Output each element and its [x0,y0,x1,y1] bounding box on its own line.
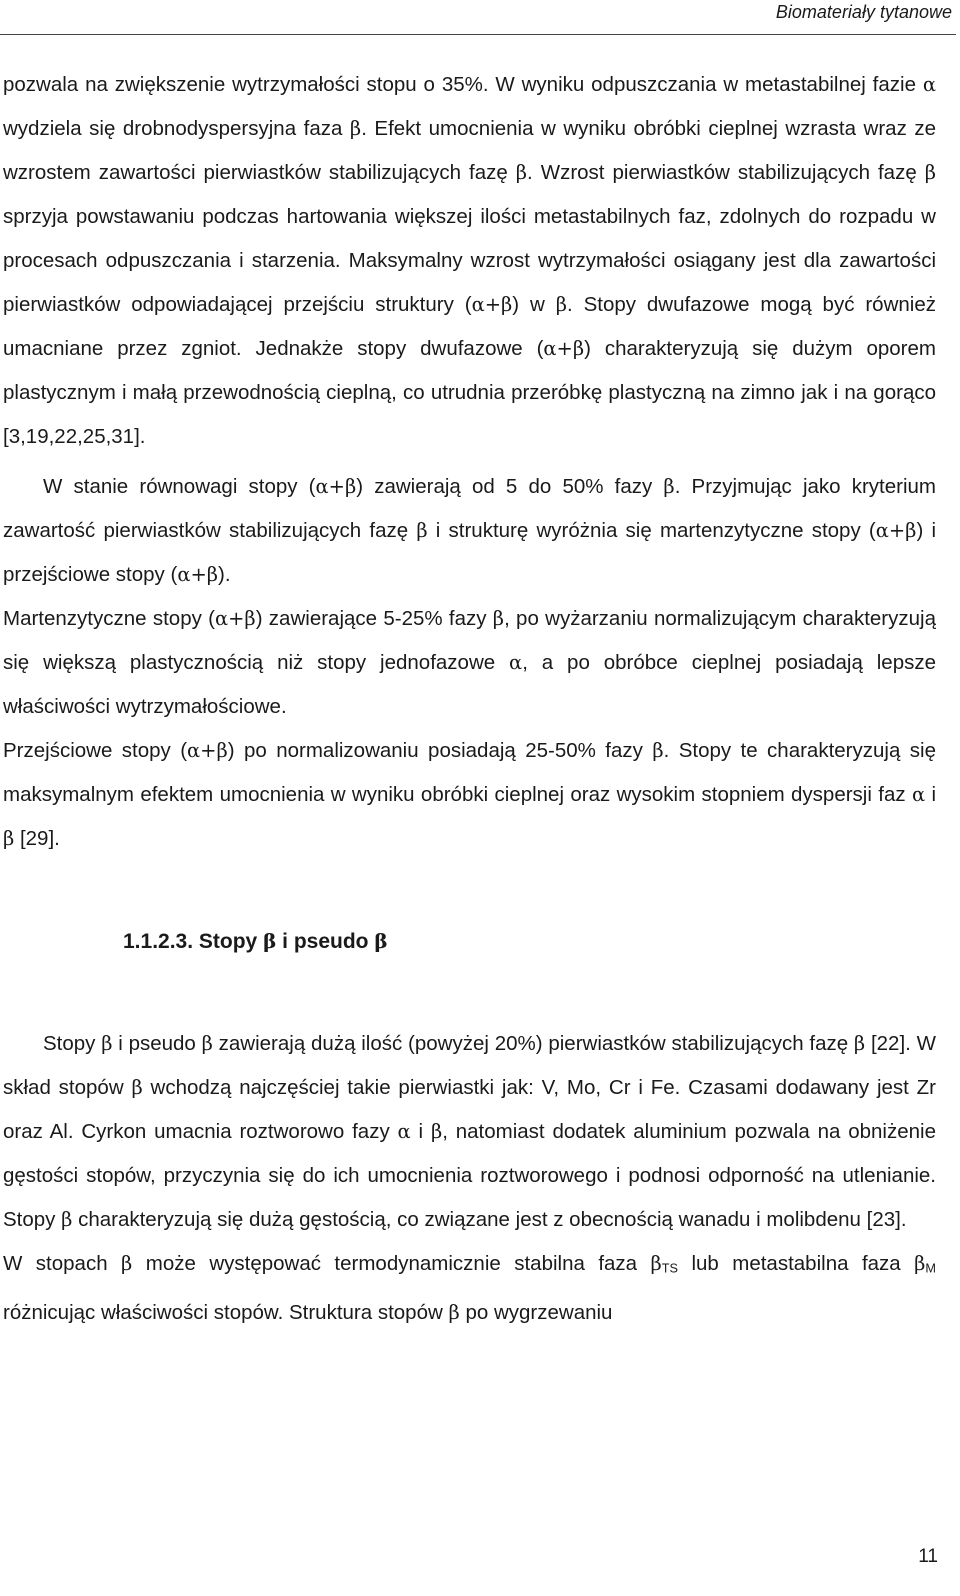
paragraph-4: Przejściowe stopy (α+β) po normalizowaniu posiadają 25-50% fazy β. Stopy te charakteryzują się maksymalnym efektem umocnienia w wyniku obróbki cieplnej oraz wysokim stopniem dyspersji faz α i β [29]. [3,739,937,850]
alpha-beta-symbol: α+β [214,607,256,630]
page-number: 11 [918,1546,938,1567]
subscript-m: M [925,1260,936,1276]
subscript-ts: TS [661,1260,679,1276]
beta-symbol: β [924,161,936,184]
beta-symbol: β [853,1032,866,1055]
paragraph-6: W stopach β może występować termodynamicznie stabilna faza βTS lub metastabilna faza βM różnicując właściwości stopów. Struktura stopów β po wygrzewaniu [3,1252,936,1324]
beta-symbol: β [121,1252,133,1275]
running-title: Biomateriały tytanowe [775,2,952,22]
paragraph-2: W stanie równowagi stopy (α+β) zawierają od 5 do 50% fazy β. Przyjmując jako kryterium zawartość pierwiastków stabilizujących fazę β i strukturę wyróżnia się martenzytyczne stopy (α+β) i przejściowe stopy (α+β). [3,475,937,586]
beta-symbol: β [263,929,277,953]
beta-symbol: β [492,607,505,630]
alpha-beta-symbol: α+β [543,337,585,360]
beta-symbol: β [914,1252,926,1275]
beta-symbol: β [663,475,675,498]
paragraph-5: Stopy β i pseudo β zawierają dużą ilość (powyżej 20%) pierwiastków stabilizujących fazę β [22]. W skład stopów β wchodzą najczęściej takie pierwiastki jak: V, Mo, Cr i Fe. Czasami dodawany jest Zr oraz Al. Cyrkon umacnia roztworowo fazy α i β, natomiast dodatek aluminium pozwala na obniżenie gęstości stopów, przyczynia się do ich umocnienia roztworowego i podnosi odporność na utlenianie. Stopy β charakteryzują się dużą gęstością, co związane jest z obecnością wanadu i molibdenu [23]. [3,1032,937,1231]
alpha-beta-symbol: α+β [177,563,219,586]
paragraph-1: pozwala na zwiększenie wytrzymałości stopu o 35%. W wyniku odpuszczania w metastabilnej fazie α wydziela się drobnodyspersyjna faza β. Efekt umocnienia w wyniku obróbki cieplnej wzrasta wraz ze wzrostem zawartości pierwiastków stabilizujących fazę β. Wzrost pierwiastków stabilizujących fazę β sprzyja powstawaniu podczas hartowania większej ilości metastabilnych faz, zdolnych do rozpadu w procesach odpuszczania i starzenia. Maksymalny wzrost wytrzymałości osiągany jest dla zawartości pierwiastków odpowiadającej przejściu struktury (α+β) w β. Stopy dwufazowe mogą być również umacniane przez zgniot. Jednakże stopy dwufazowe (α+β) charakteryzują się dużym oporem plastycznym i małą przewodnością cieplną, co utrudnia przeróbkę plastyczną na zimno jak i na gorąco [3,19,22,25,31]. [3,73,937,448]
beta-symbol: β [131,1076,143,1099]
alpha-beta-symbol: α+β [471,293,513,316]
page-header [0,0,956,35]
paragraph-3: Martenzytyczne stopy (α+β) zawierające 5-25% fazy β, po wyżarzaniu normalizującym charakteryzują się większą plastycznością niż stopy jednofazowe α, a po obróbce cieplnej posiadają lepsze właściwości wytrzymałościowe. [3,607,936,718]
section-heading: 1.1.2.3. Stopy β i pseudo β [123,929,388,953]
beta-symbol: β [555,293,567,316]
alpha-symbol: α [397,1120,411,1143]
beta-symbol: β [650,1252,662,1275]
alpha-symbol: α [911,783,926,806]
beta-symbol: β [101,1032,113,1055]
beta-symbol: β [374,929,388,953]
beta-symbol: β [430,1120,443,1143]
beta-symbol: β [61,1208,73,1231]
alpha-symbol: α [509,651,523,674]
alpha-beta-symbol: α+β [875,519,917,542]
alpha-symbol: α [922,73,936,96]
beta-symbol: β [416,519,428,542]
alpha-beta-symbol: α+β [187,739,228,762]
beta-symbol: β [201,1032,213,1055]
body-text [3,63,936,1335]
beta-symbol: β [515,161,528,184]
beta-symbol: β [349,117,362,140]
alpha-beta-symbol: α+β [315,475,357,498]
beta-symbol: β [448,1300,460,1324]
beta-symbol: β [3,827,15,850]
beta-symbol: β [652,739,664,762]
